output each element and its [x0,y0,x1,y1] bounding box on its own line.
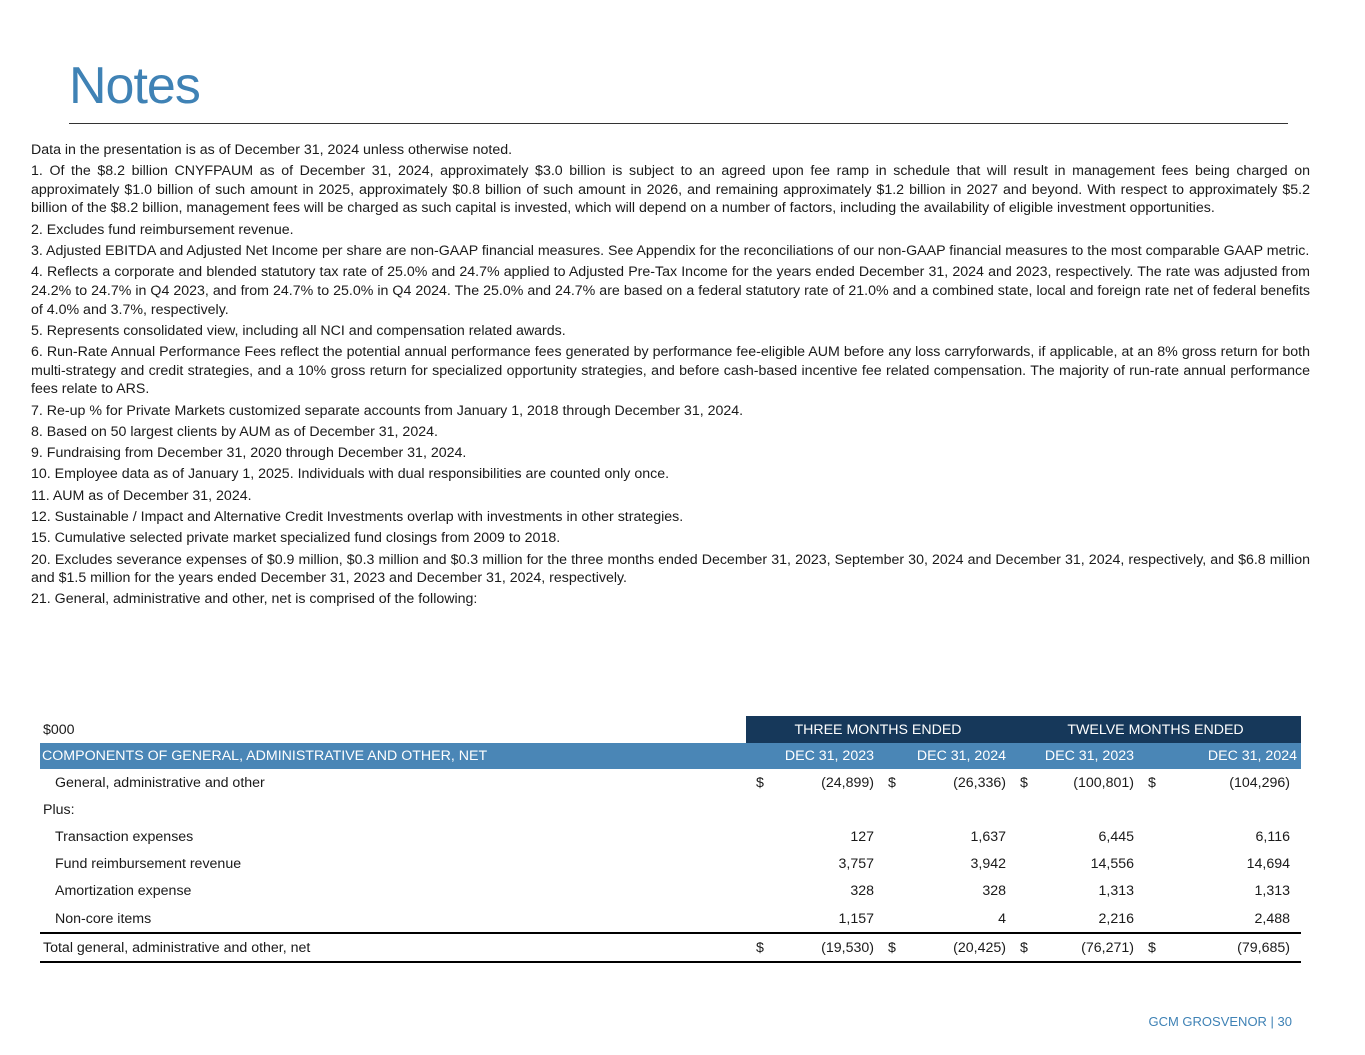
cell-value: 4 [906,905,1010,933]
cell-value: 6,116 [1255,828,1290,845]
row-label: Amortization expense [55,883,192,900]
note-1: 1. Of the $8.2 billion CNYFPAUM as of December 31, 2024, approximately $3.0 billion is subject to an agreed upon fee ramp in schedule that will result in management fees being charged on approximately $1.0 billion of such amount in 2025, approximately $0.8 billion of such amount in 2026, and remaining approximately $1.2 billion in 2027 and beyond. With respect to approximately $5.2 billion of the $8.2 billion, management fees will be charged as such capital is invested, which will depend on a number of factors, including the availability of eligible investment opportunities. [31,163,1310,217]
currency-symbol: $ [746,933,774,962]
currency-symbol: $ [1148,774,1156,791]
note-12: 12. Sustainable / Impact and Alternative Credit Investments overlap with investments in other strategies. [31,508,684,525]
cell-value: 2,488 [1166,905,1301,933]
cell-value: 3,757 [838,856,874,873]
table-row [40,796,1301,823]
cell-value: (76,271) [1038,933,1138,962]
table-row [40,769,1301,796]
three-months-header: THREE MONTHS ENDED [746,716,1010,743]
col-header-3m-2024: DEC 31, 2024 [878,743,1010,769]
cell-value: 14,694 [1246,856,1290,873]
ga-components-table [40,716,1301,963]
cell-value: (79,685) [1166,933,1301,962]
currency-symbol: $ [756,774,764,791]
cell-value: 328 [982,883,1006,900]
currency-symbol: $ [1138,933,1166,962]
note-7: 7. Re-up % for Private Markets customized separate accounts from January 1, 2018 through December 31, 2024. [31,402,744,419]
note-8: 8. Based on 50 largest clients by AUM as of December 31, 2024. [31,423,438,440]
cell-value: (19,530) [774,933,878,962]
cell-value: 14,556 [1090,856,1134,873]
table-row [40,823,1301,850]
row-label: General, administrative and other [55,774,265,791]
currency-symbol: $ [888,774,896,791]
page-footer: GCM GROSVENOR | 30 [1148,1014,1292,1029]
note-4: 4. Reflects a corporate and blended statutory tax rate of 25.0% and 24.7% applied to Adjusted Pre-Tax Income for the years ended December 31, 2024 and 2023, respectively. The rate was adjusted from 24.2% to 24.7% in Q4 2023, and from 24.7% to 25.0% in Q4 2024. The 25.0% and 24.7% are based on a federal statutory rate of 21.0% and a combined state, local and foreign rate net of federal benefits of 4.0% and 3.7%, respectively. [31,264,1310,318]
cell-value: (20,425) [906,933,1010,962]
row-label: Fund reimbursement revenue [55,856,242,873]
cell-value: 1,637 [970,828,1006,845]
row-label: Non-core items [40,905,746,933]
cell-value: 1,313 [1098,883,1134,900]
note-15: 15. Cumulative selected private market specialized fund closings from 2009 to 2018. [31,530,561,547]
cell-value: (100,801) [1073,774,1134,791]
table-group-header-row [40,716,1301,743]
cell-value: (24,899) [821,774,874,791]
table-row [40,878,1301,905]
table-column-header-row [40,743,1301,769]
col-header-3m-2023: DEC 31, 2023 [746,743,878,769]
col-header-12m-2023: DEC 31, 2023 [1010,743,1138,769]
cell-value: (26,336) [953,774,1006,791]
row-label: Transaction expenses [55,828,194,845]
note-5: 5. Represents consolidated view, including all NCI and compensation related awards. [31,322,566,339]
units-label: $000 [43,721,75,738]
note-20: 20. Excludes severance expenses of $0.9 million, $0.3 million and $0.3 million for the three months ended December 31, 2023, September 30, 2024 and December 31, 2024, respectively, and $6.8 million and $1.5 million for the years ended December 31, 2023 and December 31, 2024, respectively. [31,551,1310,587]
note-3: 3. Adjusted EBITDA and Adjusted Net Income per share are non-GAAP financial measures. See Appendix for the reconciliations of our non-GAAP financial measures to the most comparable GAAP metric. [31,243,1310,260]
currency-symbol: $ [878,933,906,962]
note-10: 10. Employee data as of January 1, 2025. Individuals with dual responsibilities are counted only once. [31,466,670,483]
cell-value: 3,942 [970,856,1006,873]
notes-section [31,141,1310,612]
row-label: Total general, administrative and other, net [40,933,746,962]
currency-symbol: $ [1020,774,1028,791]
col-header-12m-2024: DEC 31, 2024 [1138,743,1301,769]
section-title: COMPONENTS OF GENERAL, ADMINISTRATIVE AND OTHER, NET [40,743,746,769]
note-6: 6. Run-Rate Annual Performance Fees reflect the potential annual performance fees generated by performance fee-eligible AUM before any loss carryforwards, if applicable, at an 8% gross return for both multi-strategy and credit strategies, and a 10% gross return for specialized opportunity strategies, and before cash-based incentive fee related compensation. The majority of run-rate annual performance fees relate to ARS. [31,344,1310,398]
row-label: Plus: [43,801,75,818]
cell-value: 1,157 [774,905,878,933]
cell-value: 1,313 [1254,883,1290,900]
cell-value: 328 [850,883,874,900]
title-divider [69,123,1288,124]
note-21: 21. General, administrative and other, net is comprised of the following: [31,591,478,608]
cell-value: 127 [850,828,874,845]
note-2: 2. Excludes fund reimbursement revenue. [31,221,294,238]
page-title: Notes [69,57,200,115]
note-11: 11. AUM as of December 31, 2024. [31,487,252,504]
cell-value: 2,216 [1038,905,1138,933]
currency-symbol: $ [1010,933,1038,962]
note-intro: Data in the presentation is as of December 31, 2024 unless otherwise noted. [31,142,513,158]
table-total-row [40,933,1301,962]
table-row [40,905,1301,933]
cell-value: (104,296) [1229,774,1290,791]
cell-value: 6,445 [1098,828,1134,845]
twelve-months-header: TWELVE MONTHS ENDED [1010,716,1301,743]
table-row [40,851,1301,878]
note-9: 9. Fundraising from December 31, 2020 through December 31, 2024. [31,445,467,462]
